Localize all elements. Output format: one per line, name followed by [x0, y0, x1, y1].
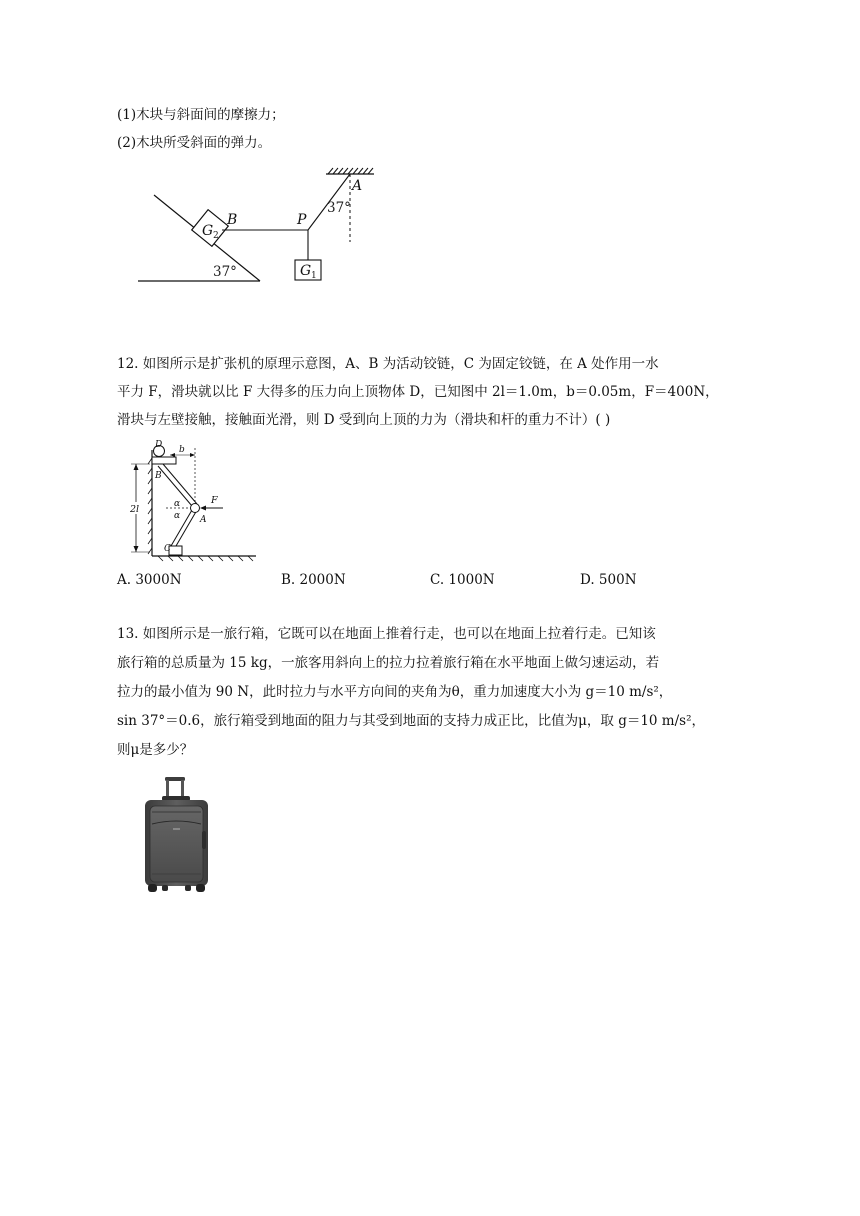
suitcase-image [140, 776, 212, 894]
q12-label-c: C [164, 544, 171, 554]
q11-part1: (1)木块与斜面间的摩擦力； [117, 107, 285, 123]
q12-option-c[interactable]: C. 1000N [430, 572, 495, 588]
q12-label-d: D [155, 440, 163, 450]
q13-line5: 则μ是多少？ [117, 742, 194, 758]
q11-angle-rope: 37° [327, 200, 351, 216]
q12-label-alpha2: α [174, 511, 181, 521]
q12-figure [126, 438, 261, 563]
q11-label-g2-sub: 2 [213, 231, 219, 241]
q12-label-B: B [155, 471, 162, 481]
q11-label-b: B [227, 212, 238, 228]
q12-label-2l: 2l [130, 504, 140, 515]
q13-line3: 拉力的最小值为 90 N，此时拉力与水平方向间的夹角为θ，重力加速度大小为 g＝10 m/s²， [117, 684, 673, 700]
q11-label-g1: G [300, 263, 312, 279]
q12-label-b: b [179, 445, 185, 455]
q11-figure [130, 168, 380, 288]
q13-line4: sin 37°＝0.6，旅行箱受到地面的阻力与其受到地面的支持力成正比，比值为μ，取 g＝10 m/s²， [117, 713, 705, 729]
q11-label-p: P [297, 212, 307, 228]
q12-option-d[interactable]: D. 500N [580, 572, 637, 588]
q11-part2: (2)木块所受斜面的弹力。 [117, 135, 272, 151]
q11-label-g1-sub: 1 [311, 271, 317, 281]
q13-line2: 旅行箱的总质量为 15 kg，一旅客用斜向上的拉力拉着旅行箱在水平地面上做匀速运动，若 [117, 655, 660, 671]
q12-line3: 滑块与左壁接触，接触面光滑，则 D 受到向上顶的力为（滑块和杆的重力不计）( ) [117, 412, 611, 428]
q12-line2: 平力 F，滑块就以比 F 大得多的压力向上顶物体 D，已知图中 2l＝1.0m，b＝0.05m，F＝400N， [117, 384, 719, 400]
q12-line1: 12. 如图所示是扩张机的原理示意图，A、B 为活动铰链，C 为固定铰链，在 A 处作用一水 [117, 356, 659, 372]
q12-label-a: A [200, 515, 207, 525]
q12-option-b[interactable]: B. 2000N [281, 572, 346, 588]
q12-label-alpha1: α [174, 499, 181, 509]
q13-line1: 13. 如图所示是一旅行箱，它既可以在地面上推着行走，也可以在地面上拉着行走。已知该 [117, 626, 656, 642]
q11-label-g2: G [202, 223, 214, 239]
q11-label-a: A [352, 178, 363, 194]
q12-label-f: F [211, 495, 218, 506]
q12-option-a[interactable]: A. 3000N [117, 572, 182, 588]
q11-angle-incline: 37° [213, 264, 237, 280]
